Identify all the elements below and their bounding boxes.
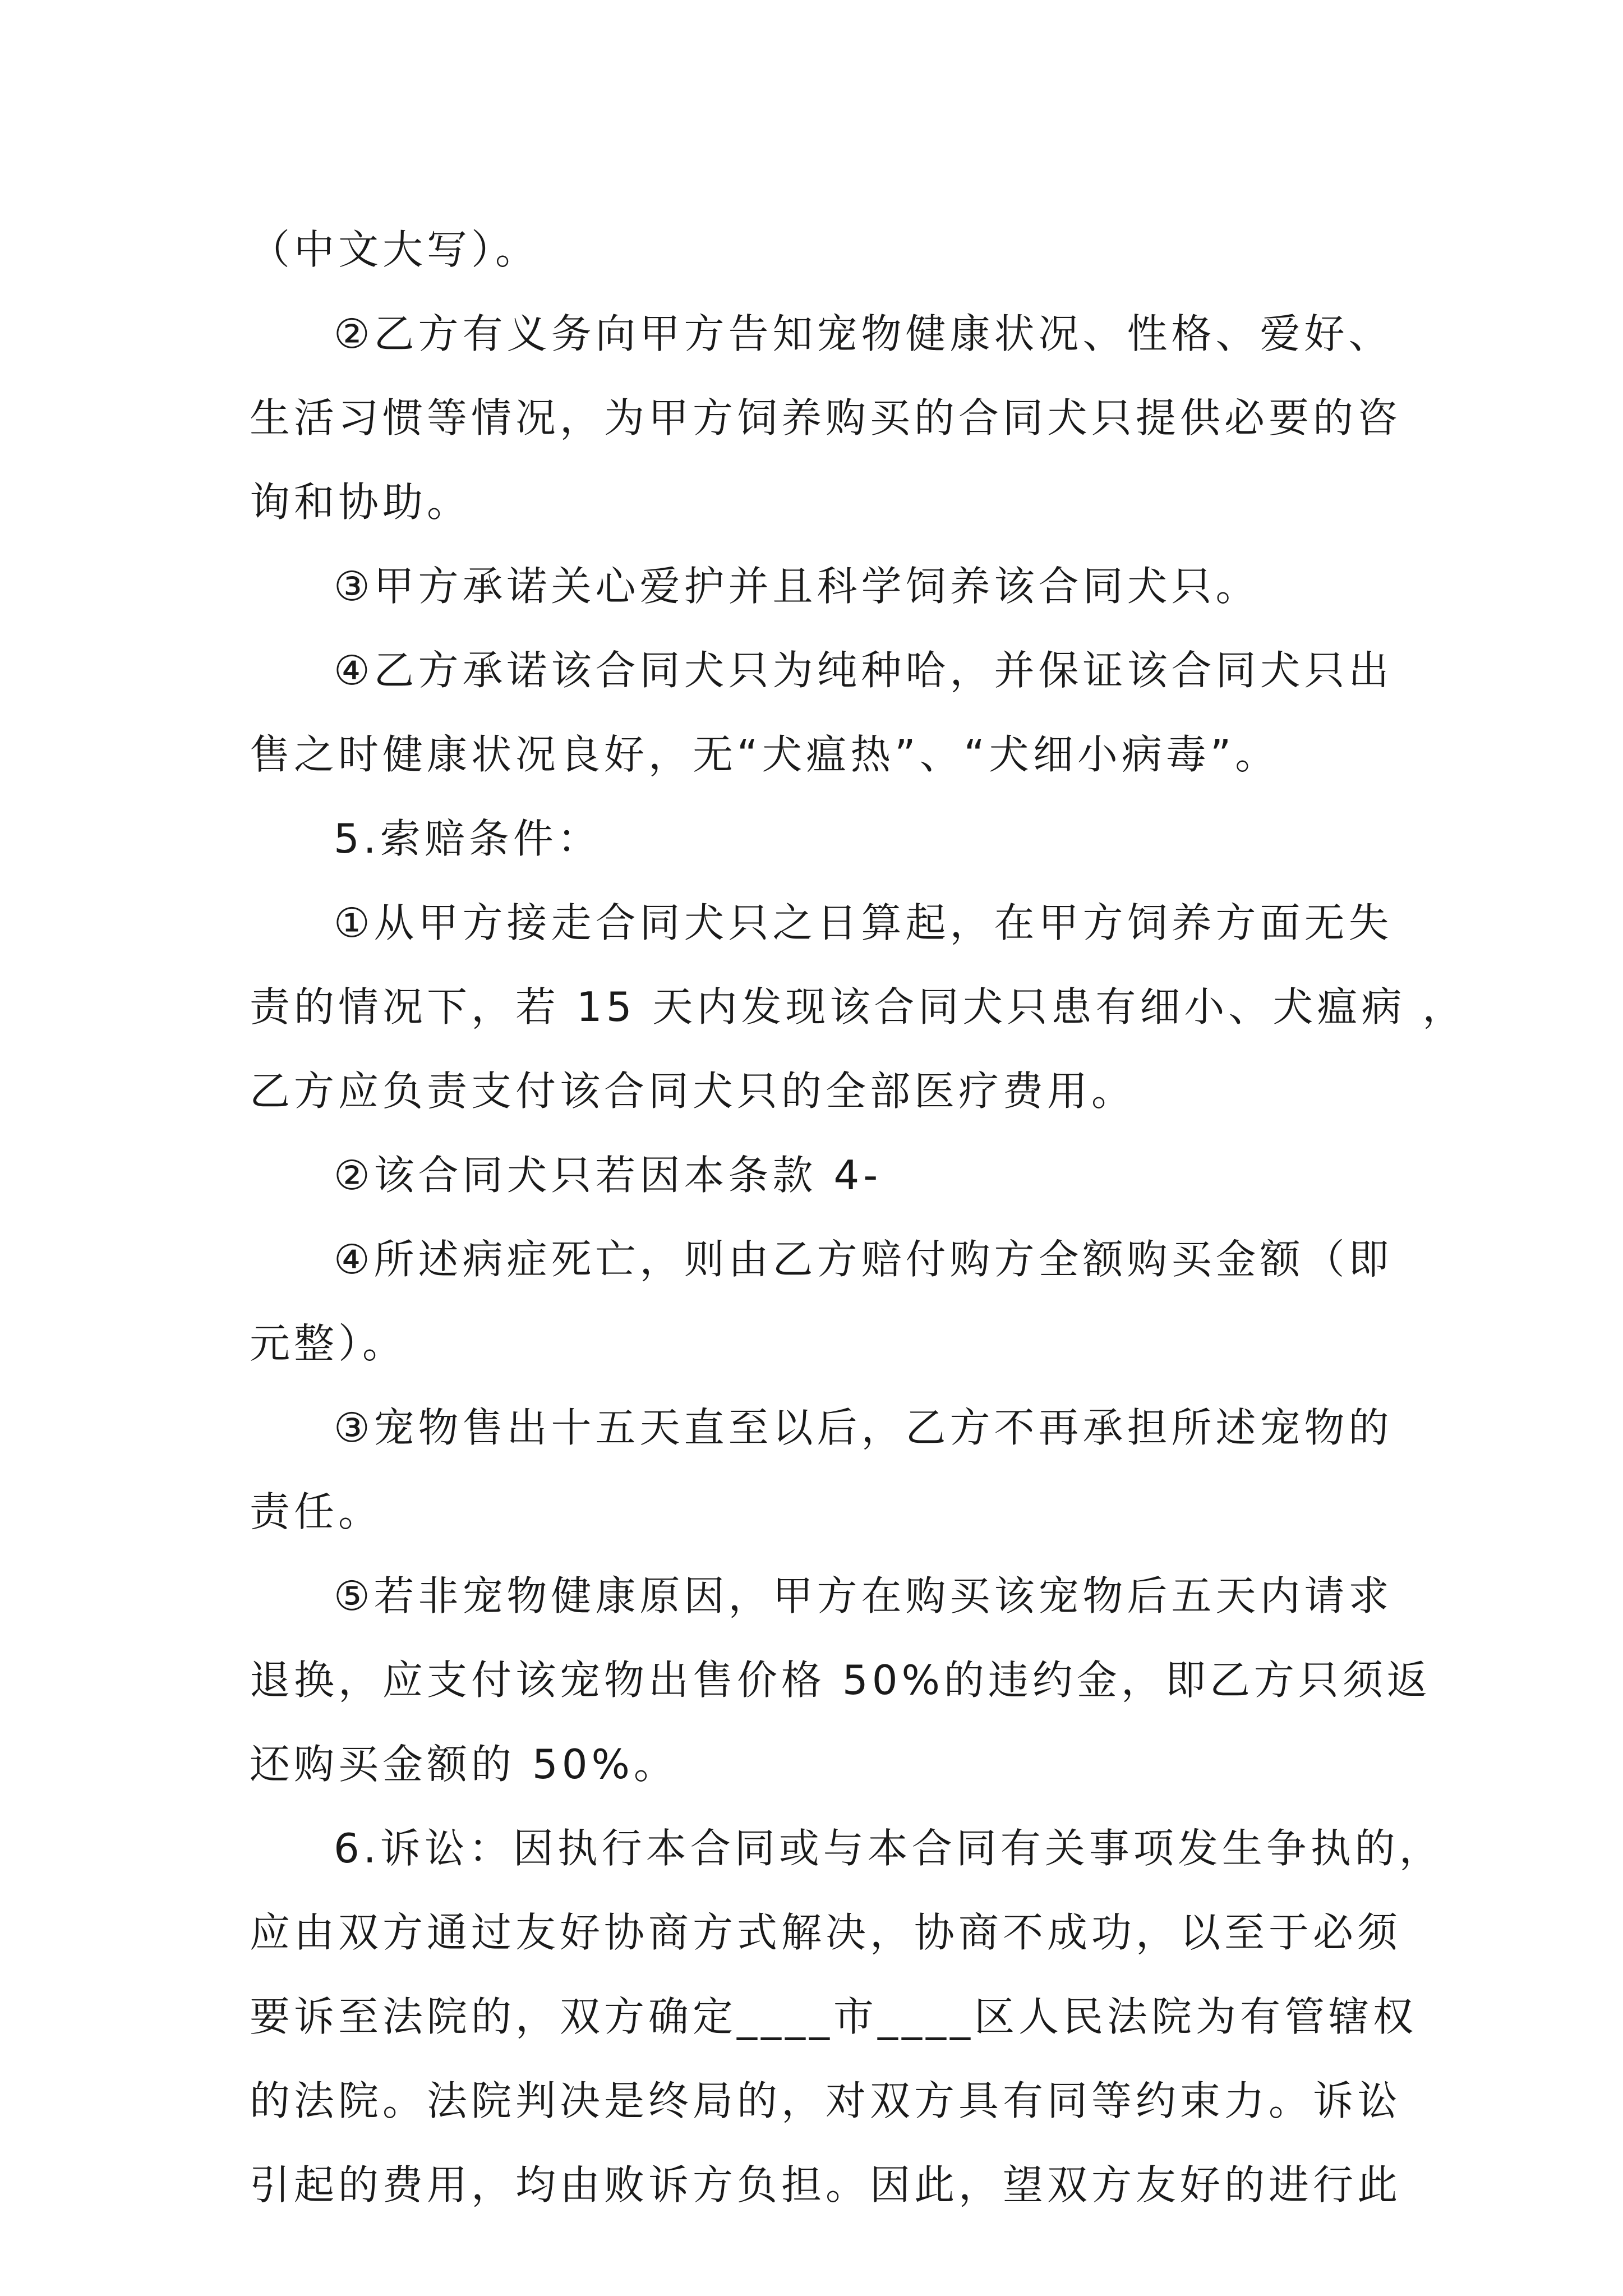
text-line: 的法院。法院判决是终局的，对双方具有同等约束力。诉讼 <box>250 2077 1402 2124</box>
text-line: 责的情况下，若 15 天内发现该合同犬只患有细小、犬瘟病 ， <box>250 983 1467 1030</box>
text-line: 应由双方通过友好协商方式解决，协商不成功，以至于必须 <box>250 1909 1402 1956</box>
text-line: ②该合同犬只若因本条款 4- <box>334 1152 882 1199</box>
text-line: 乙方应负责支付该合同犬只的全部医疗费用。 <box>250 1068 1136 1115</box>
text-line: ③宠物售出十五天直至以后，乙方不再承担所述宠物的 <box>334 1404 1393 1451</box>
text-line: 退换，应支付该宠物出售价格 50%的违约金，即乙方只须返 <box>250 1657 1431 1704</box>
text-line: ①从甲方接走合同犬只之日算起，在甲方饲养方面无失 <box>334 899 1393 946</box>
text-line: 元整）。 <box>250 1320 407 1367</box>
document-body <box>250 208 1467 2227</box>
section-heading: 5.索赔条件： <box>334 815 602 862</box>
text-line: 售之时健康状况良好，无“犬瘟热”、“犬细小病毒”。 <box>250 731 1280 778</box>
text-line: 询和协助。 <box>250 478 472 526</box>
text-line: 要诉至法院的，双方确定____市____区人民法院为有管辖权 <box>250 1993 1418 2040</box>
text-line: 还购买金额的 50%。 <box>250 1741 678 1788</box>
text-line: ②乙方有义务向甲方告知宠物健康状况、性格、爱好、 <box>334 310 1393 357</box>
text-line: 引起的费用，均由败诉方负担。因此，望双方友好的进行此 <box>250 2161 1402 2208</box>
text-line: ④乙方承诺该合同犬只为纯种哈，并保证该合同犬只出 <box>334 647 1393 694</box>
section-heading: 6.诉讼：因执行本合同或与本合同有关事项发生争执的， <box>334 1825 1444 1872</box>
text-line: （中文大写）。 <box>250 226 540 273</box>
text-line: ④所述病症死亡，则由乙方赔付购方全额购买金额（即 <box>334 1236 1393 1283</box>
text-line: ③甲方承诺关心爱护并且科学饲养该合同犬只。 <box>334 563 1260 610</box>
text-line: 责任。 <box>250 1488 383 1535</box>
text-line: 生活习惯等情况，为甲方饲养购买的合同犬只提供必要的咨 <box>250 394 1402 441</box>
text-line: ⑤若非宠物健康原因，甲方在购买该宠物后五天内请求 <box>334 1572 1393 1619</box>
